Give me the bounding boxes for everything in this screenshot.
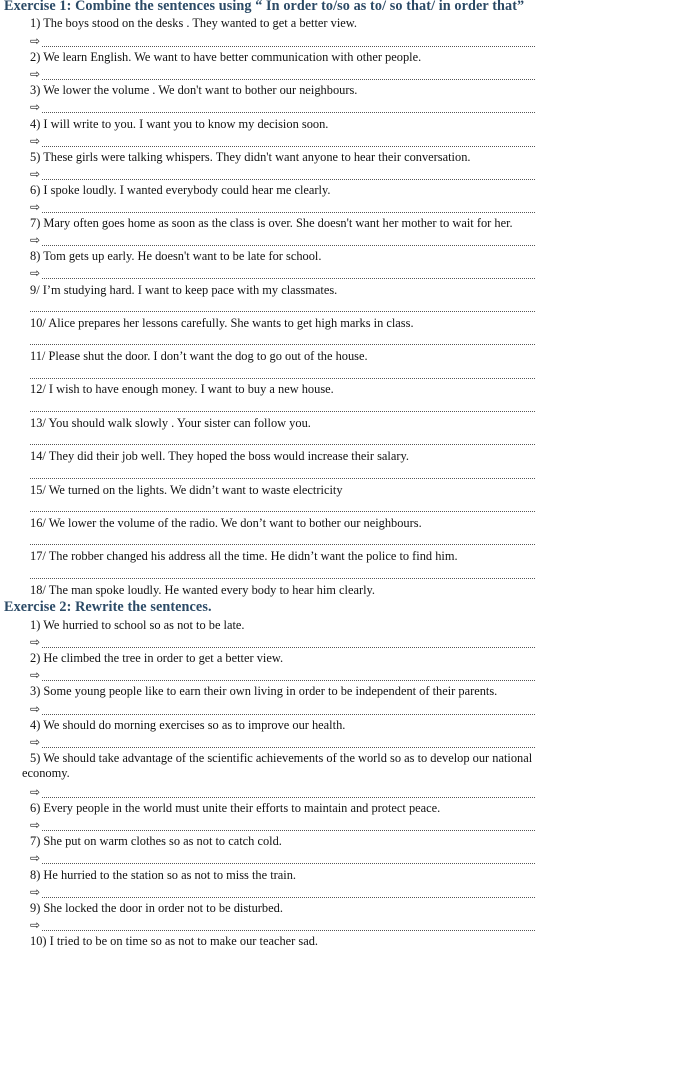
ex2-item-8: 8) He hurried to the station so as not to miss the train. <box>30 868 297 882</box>
arrow-icon: ⇨ <box>30 851 41 865</box>
exercise-1-heading: Exercise 1: Combine the sentences using “ In order to/so as to/ so that/ in order that” <box>4 0 525 14</box>
ex2-answer-line-8[interactable] <box>30 886 535 900</box>
arrow-icon: ⇨ <box>30 818 41 832</box>
ex1-answer-line-6[interactable] <box>30 201 535 215</box>
arrow-icon: ⇨ <box>30 100 41 114</box>
arrow-icon: ⇨ <box>30 635 41 649</box>
exercise-2-heading: Exercise 2: Rewrite the sentences. <box>4 599 212 615</box>
ex1-item-11: 11/ Please shut the door. I don’t want the dog to go out of the house. <box>30 349 368 363</box>
ex2-item-5: 5) We should take advantage of the scientific achievements of the world so as to develop our national economy. <box>22 751 533 780</box>
ex2-answer-line-3[interactable] <box>30 703 535 717</box>
ex1-item-4: 4) I will write to you. I want you to know my decision soon. <box>30 117 329 131</box>
ex1-item-17: 17/ The robber changed his address all the time. He didn’t want the police to find him. <box>30 549 458 563</box>
ex2-answer-line-2[interactable] <box>30 669 535 683</box>
ex1-answer-line-10[interactable] <box>30 333 535 347</box>
ex1-answer-line-4[interactable] <box>30 135 535 149</box>
ex2-item-3: 3) Some young people like to earn their own living in order to be independent of their parents. <box>30 684 498 698</box>
ex1-answer-line-15[interactable] <box>30 500 535 514</box>
ex1-item-12: 12/ I wish to have enough money. I want to buy a new house. <box>30 382 334 396</box>
ex1-answer-line-13[interactable] <box>30 433 535 447</box>
ex1-item-6: 6) I spoke loudly. I wanted everybody could hear me clearly. <box>30 183 331 197</box>
ex2-item-4: 4) We should do morning exercises so as to improve our health. <box>30 718 346 732</box>
ex2-item-9: 9) She locked the door in order not to be disturbed. <box>30 901 283 915</box>
ex1-answer-line-8[interactable] <box>30 267 535 281</box>
arrow-icon: ⇨ <box>30 266 41 280</box>
ex1-item-3: 3) We lower the volume . We don't want to bother our neighbours. <box>30 83 358 97</box>
ex1-item-18: 18/ The man spoke loudly. He wanted every body to hear him clearly. <box>30 583 376 597</box>
ex2-item-10: 10) I tried to be on time so as not to make our teacher sad. <box>30 934 318 948</box>
ex1-answer-line-7[interactable] <box>30 234 535 248</box>
ex1-answer-line-1[interactable] <box>30 35 535 49</box>
arrow-icon: ⇨ <box>30 785 41 799</box>
ex1-item-14: 14/ They did their job well. They hoped the boss would increase their salary. <box>30 449 409 463</box>
ex2-answer-line-4[interactable] <box>30 736 535 750</box>
ex2-item-1: 1) We hurried to school so as not to be late. <box>30 618 245 632</box>
arrow-icon: ⇨ <box>30 134 41 148</box>
ex2-item-2: 2) He climbed the tree in order to get a better view. <box>30 651 284 665</box>
ex2-answer-line-5[interactable] <box>30 786 535 800</box>
arrow-icon: ⇨ <box>30 200 41 214</box>
ex1-item-7: 7) Mary often goes home as soon as the class is over. She doesn't want her mother to wait for her. <box>30 216 513 230</box>
ex2-answer-line-1[interactable] <box>30 636 535 650</box>
ex2-answer-line-7[interactable] <box>30 852 535 866</box>
ex1-item-13: 13/ You should walk slowly . Your sister can follow you. <box>30 416 311 430</box>
arrow-icon: ⇨ <box>30 885 41 899</box>
arrow-icon: ⇨ <box>30 702 41 716</box>
arrow-icon: ⇨ <box>30 67 41 81</box>
ex1-answer-line-11[interactable] <box>30 367 535 381</box>
ex1-item-16: 16/ We lower the volume of the radio. We don’t want to bother our neighbours. <box>30 516 422 530</box>
arrow-icon: ⇨ <box>30 167 41 181</box>
ex1-item-5: 5) These girls were talking whispers. They didn't want anyone to hear their conversation. <box>30 150 471 164</box>
ex2-answer-line-9[interactable] <box>30 919 535 933</box>
ex1-answer-line-2[interactable] <box>30 68 535 82</box>
ex1-item-1: 1) The boys stood on the desks . They wanted to get a better view. <box>30 16 358 30</box>
arrow-icon: ⇨ <box>30 34 41 48</box>
ex1-answer-line-14[interactable] <box>30 467 535 481</box>
arrow-icon: ⇨ <box>30 918 41 932</box>
ex2-answer-line-6[interactable] <box>30 819 535 833</box>
arrow-icon: ⇨ <box>30 668 41 682</box>
ex1-answer-line-16[interactable] <box>30 533 535 547</box>
ex2-item-6: 6) Every people in the world must unite their efforts to maintain and protect peace. <box>30 801 441 815</box>
ex2-item-7: 7) She put on warm clothes so as not to catch cold. <box>30 834 282 848</box>
ex1-item-10: 10/ Alice prepares her lessons carefully. She wants to get high marks in class. <box>30 316 414 330</box>
ex1-item-8: 8) Tom gets up early. He doesn't want to be late for school. <box>30 249 322 263</box>
ex1-item-9: 9/ I’m studying hard. I want to keep pace with my classmates. <box>30 283 338 297</box>
ex1-item-15: 15/ We turned on the lights. We didn’t want to waste electricity <box>30 483 343 497</box>
ex1-answer-line-9[interactable] <box>30 300 535 314</box>
ex1-answer-line-3[interactable] <box>30 101 535 115</box>
arrow-icon: ⇨ <box>30 735 41 749</box>
ex1-item-2: 2) We learn English. We want to have better communication with other people. <box>30 50 422 64</box>
arrow-icon: ⇨ <box>30 233 41 247</box>
ex1-answer-line-5[interactable] <box>30 168 535 182</box>
ex1-answer-line-12[interactable] <box>30 400 535 414</box>
ex1-answer-line-17[interactable] <box>30 567 535 581</box>
